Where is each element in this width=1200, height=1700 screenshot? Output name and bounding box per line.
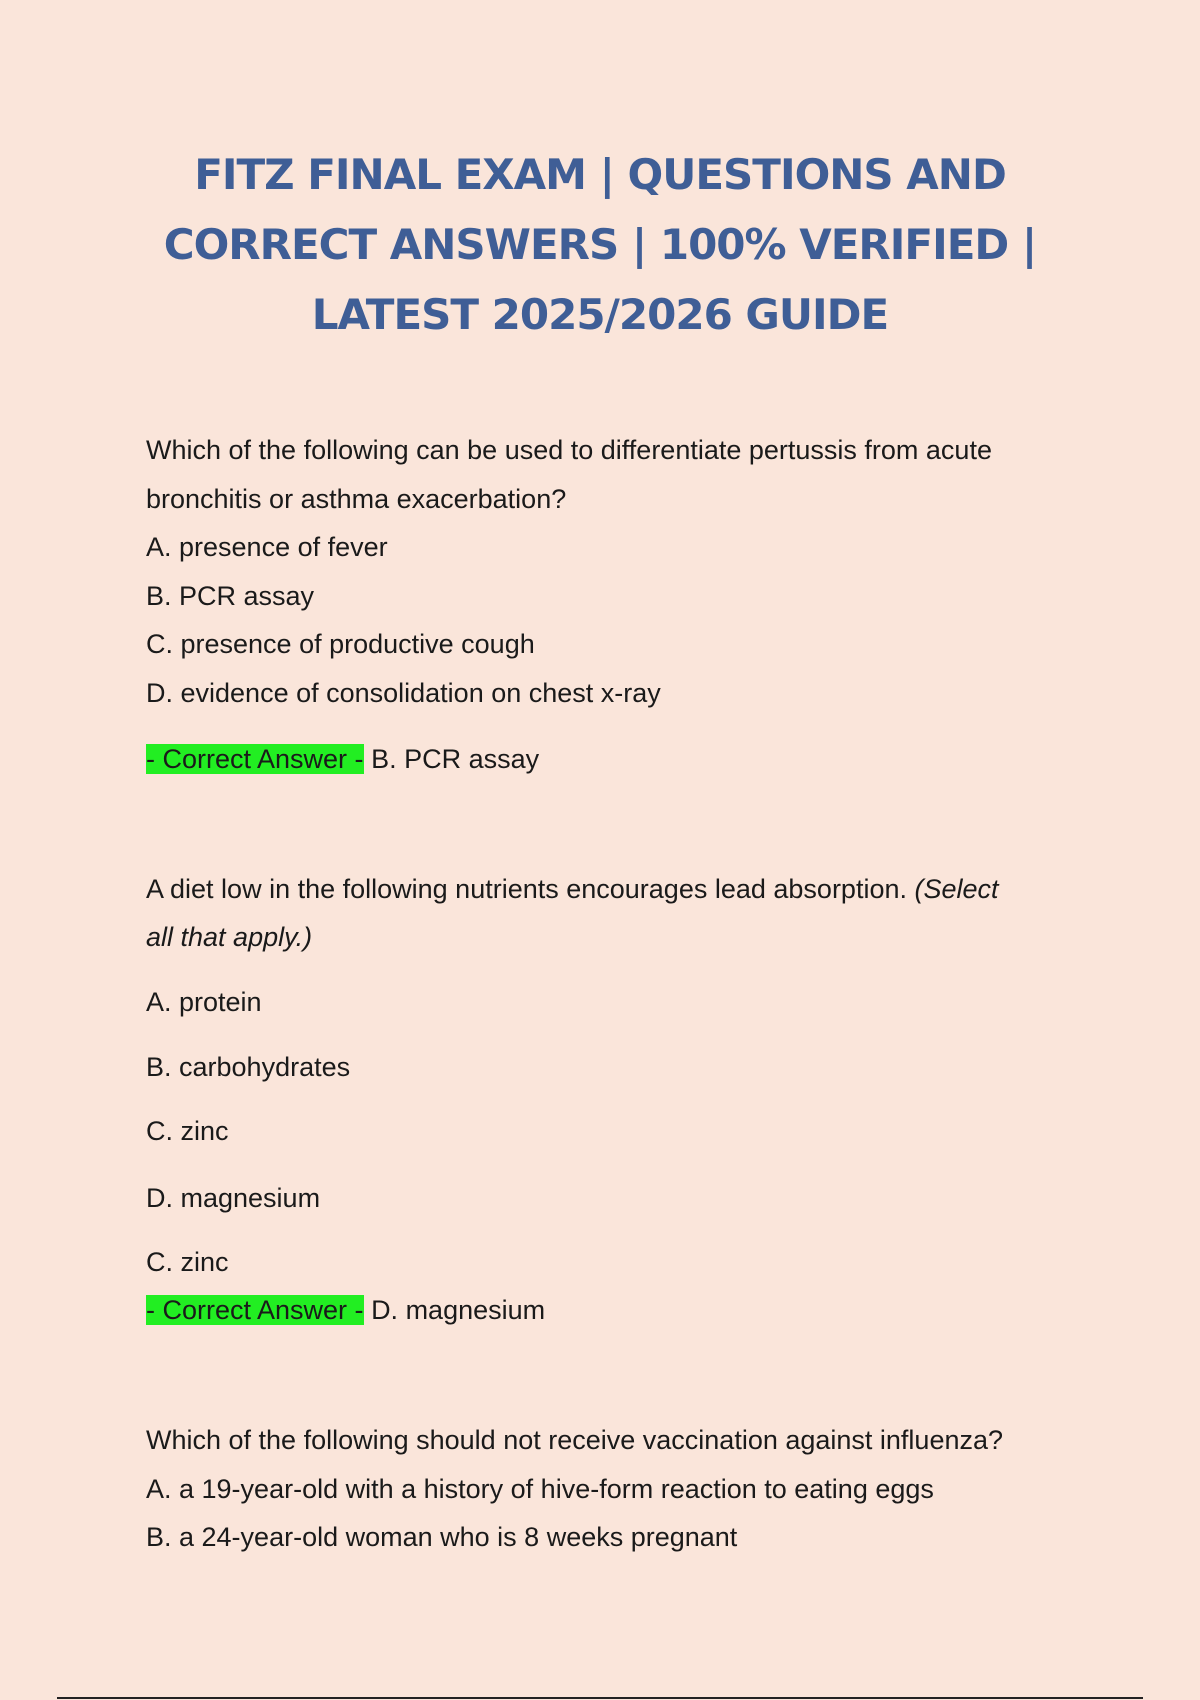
q2-option-c: C. zinc [146,1116,229,1146]
q2-stem-line-2: all that apply.) [146,922,313,952]
footer-divider [57,1697,1143,1699]
q2-stem-text: A diet low in the following nutrients encourages lead absorption. [146,874,907,904]
document-title [100,140,1100,350]
q1-option-c: C. presence of productive cough [146,629,535,659]
q1-answer-text: B. PCR assay [371,744,540,774]
q2-answer-first: C. zinc [146,1247,229,1277]
q1-stem-line-2: bronchitis or asthma exacerbation? [146,484,567,514]
q3-option-a: A. a 19-year-old with a history of hive-form reaction to eating eggs [146,1474,934,1504]
q1-correct-answer [146,744,539,775]
q1-option-d: D. evidence of consolidation on chest x-ray [146,678,661,708]
q1-option-b: B. PCR assay [146,581,315,611]
title-line-1: FITZ FINAL EXAM | QUESTIONS AND [194,150,1006,199]
correct-answer-highlight: - Correct Answer - [146,1295,364,1325]
q2-option-a: A. protein [146,987,262,1017]
title-line-3: LATEST 2025/2026 GUIDE [311,290,889,339]
q3-option-b: B. a 24-year-old woman who is 8 weeks pregnant [146,1522,738,1552]
correct-answer-highlight: - Correct Answer - [146,744,364,774]
q1-stem-line-1: Which of the following can be used to differentiate pertussis from acute [146,435,992,465]
q2-option-b: B. carbohydrates [146,1052,351,1082]
q2-stem-line-1 [146,874,999,905]
q3-stem-line-1: Which of the following should not receive vaccination against influenza? [146,1425,1004,1455]
q2-stem-italic: (Select [914,874,999,904]
q1-option-a: A. presence of fever [146,532,388,562]
q2-correct-answer [146,1295,545,1326]
title-line-2: CORRECT ANSWERS | 100% VERIFIED | [163,220,1037,269]
q2-answer-text: D. magnesium [371,1295,546,1325]
q2-option-d: D. magnesium [146,1183,321,1213]
